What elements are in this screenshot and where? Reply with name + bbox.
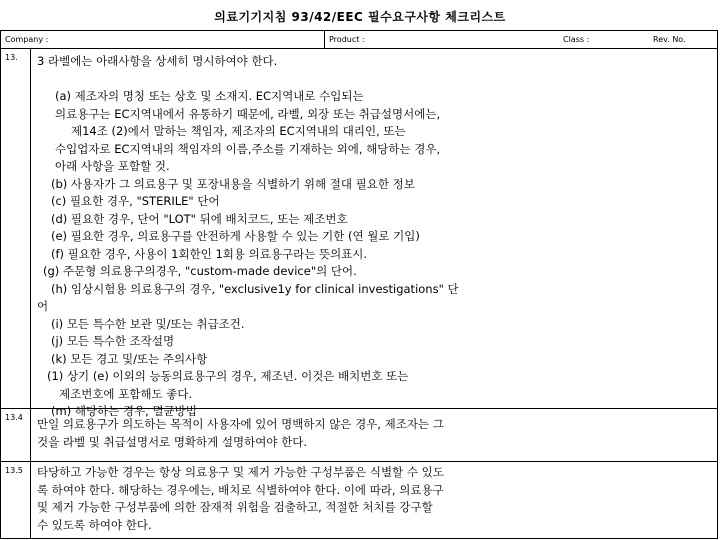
text-line: (g) 주문형 의료용구의경우, "custom-made device"의 단어.: [43, 264, 357, 278]
text-line: (c) 필요한 경우, "STERILE" 단어: [51, 194, 220, 208]
text-line: (i) 모든 특수한 보관 및/또는 취급조건.: [51, 316, 245, 331]
text-line: 것을 라벨 및 취급설명서로 명확하게 설명하여야 한다.: [37, 434, 307, 449]
row-number: 13.5: [5, 466, 23, 475]
text-line: 수입업자로 EC지역내의 책임자의 이름,주소를 기재하는 외에, 해당하는 경우,: [55, 141, 441, 156]
text-line: (e) 필요한 경우, 의료용구를 안전하게 사용할 수 있는 기한 (연 월로 기입): [51, 229, 420, 243]
text-line: (d) 필요한 경우, 단어 "LOT" 뒤에 배치코드, 또는 제조번호: [51, 211, 348, 226]
header-divider: [324, 31, 325, 48]
row-text: [37, 53, 713, 421]
page-title: 의료기기지침 93/42/EEC 필수요구사항 체크리스트: [214, 10, 506, 24]
text-line: (1) 상기 (e) 이외의 능동의료용구의 경우, 제조년. 이것은 배치번호 또는: [47, 369, 409, 383]
text-line: 수 있도록 하여야 한다.: [37, 517, 152, 532]
text-line: (a) 제조자의 명칭 또는 상호 및 소재지. EC지역내로 수입되는: [55, 89, 364, 103]
text-line: [37, 71, 713, 89]
text-line: 아래 사항을 포함할 것.: [55, 159, 170, 173]
text-line: 록 하여야 한다. 해당하는 경우에는, 배치로 식별하여야 한다. 이에 따라, 의료용구: [37, 482, 444, 497]
table-row: [1, 49, 717, 423]
row-number: 13.4: [5, 413, 23, 422]
row-text: [37, 464, 713, 534]
text-line: 제조번호에 포함해도 좋다.: [59, 386, 193, 401]
rev-label: Rev. No.: [653, 35, 686, 44]
row-text: [37, 416, 713, 451]
company-label: Company :: [5, 35, 49, 44]
product-label: Product :: [329, 35, 365, 44]
text-line: (b) 사용자가 그 의료용구 및 포장내용을 식별하기 위해 절대 필요한 정보: [51, 176, 415, 191]
text-line: (k) 모든 경고 및/또는 주의사항: [51, 351, 208, 366]
text-line: 및 제거 가능한 구성부품에 의한 잠재적 위험을 검출하고, 적절한 처치를 강구할: [37, 500, 433, 514]
text-line: 어: [37, 299, 49, 313]
text-line: 타당하고 가능한 경우는 항상 의료용구 및 제거 가능한 구성부품은 식별할 수 있도: [37, 465, 444, 479]
class-label: Class :: [563, 35, 590, 44]
table-row: [1, 409, 717, 461]
text-line: (m) 해당하는 경우, 멸균방법: [51, 404, 197, 418]
text-line: 만일 의료용구가 의도하는 목적이 사용자에 있어 명백하지 않은 경우, 제조자는 그: [37, 417, 444, 431]
text-line: 제14조 (2)에서 말하는 책임자, 제조자의 EC지역내의 대리인, 또는: [71, 124, 406, 138]
checklist-table: [0, 30, 718, 539]
table-row: [1, 462, 717, 538]
text-line: (j) 모든 특수한 조작설명: [51, 334, 175, 348]
text-line: (h) 임상시험용 의료용구의 경우, "exclusive1y for clinical investigations" 단: [51, 281, 459, 296]
text-line: (f) 필요한 경우, 사용이 1회한인 1회용 의료용구라는 뜻의표시.: [51, 246, 368, 261]
table-header: [1, 31, 717, 49]
text-line: 3 라벨에는 아래사항을 상세히 명시하여야 한다.: [37, 54, 278, 68]
text-line: 의료용구는 EC지역내에서 유통하기 때문에, 라벨, 외장 또는 취급설명서에는,: [55, 106, 441, 121]
row-number: 13.: [5, 53, 18, 62]
